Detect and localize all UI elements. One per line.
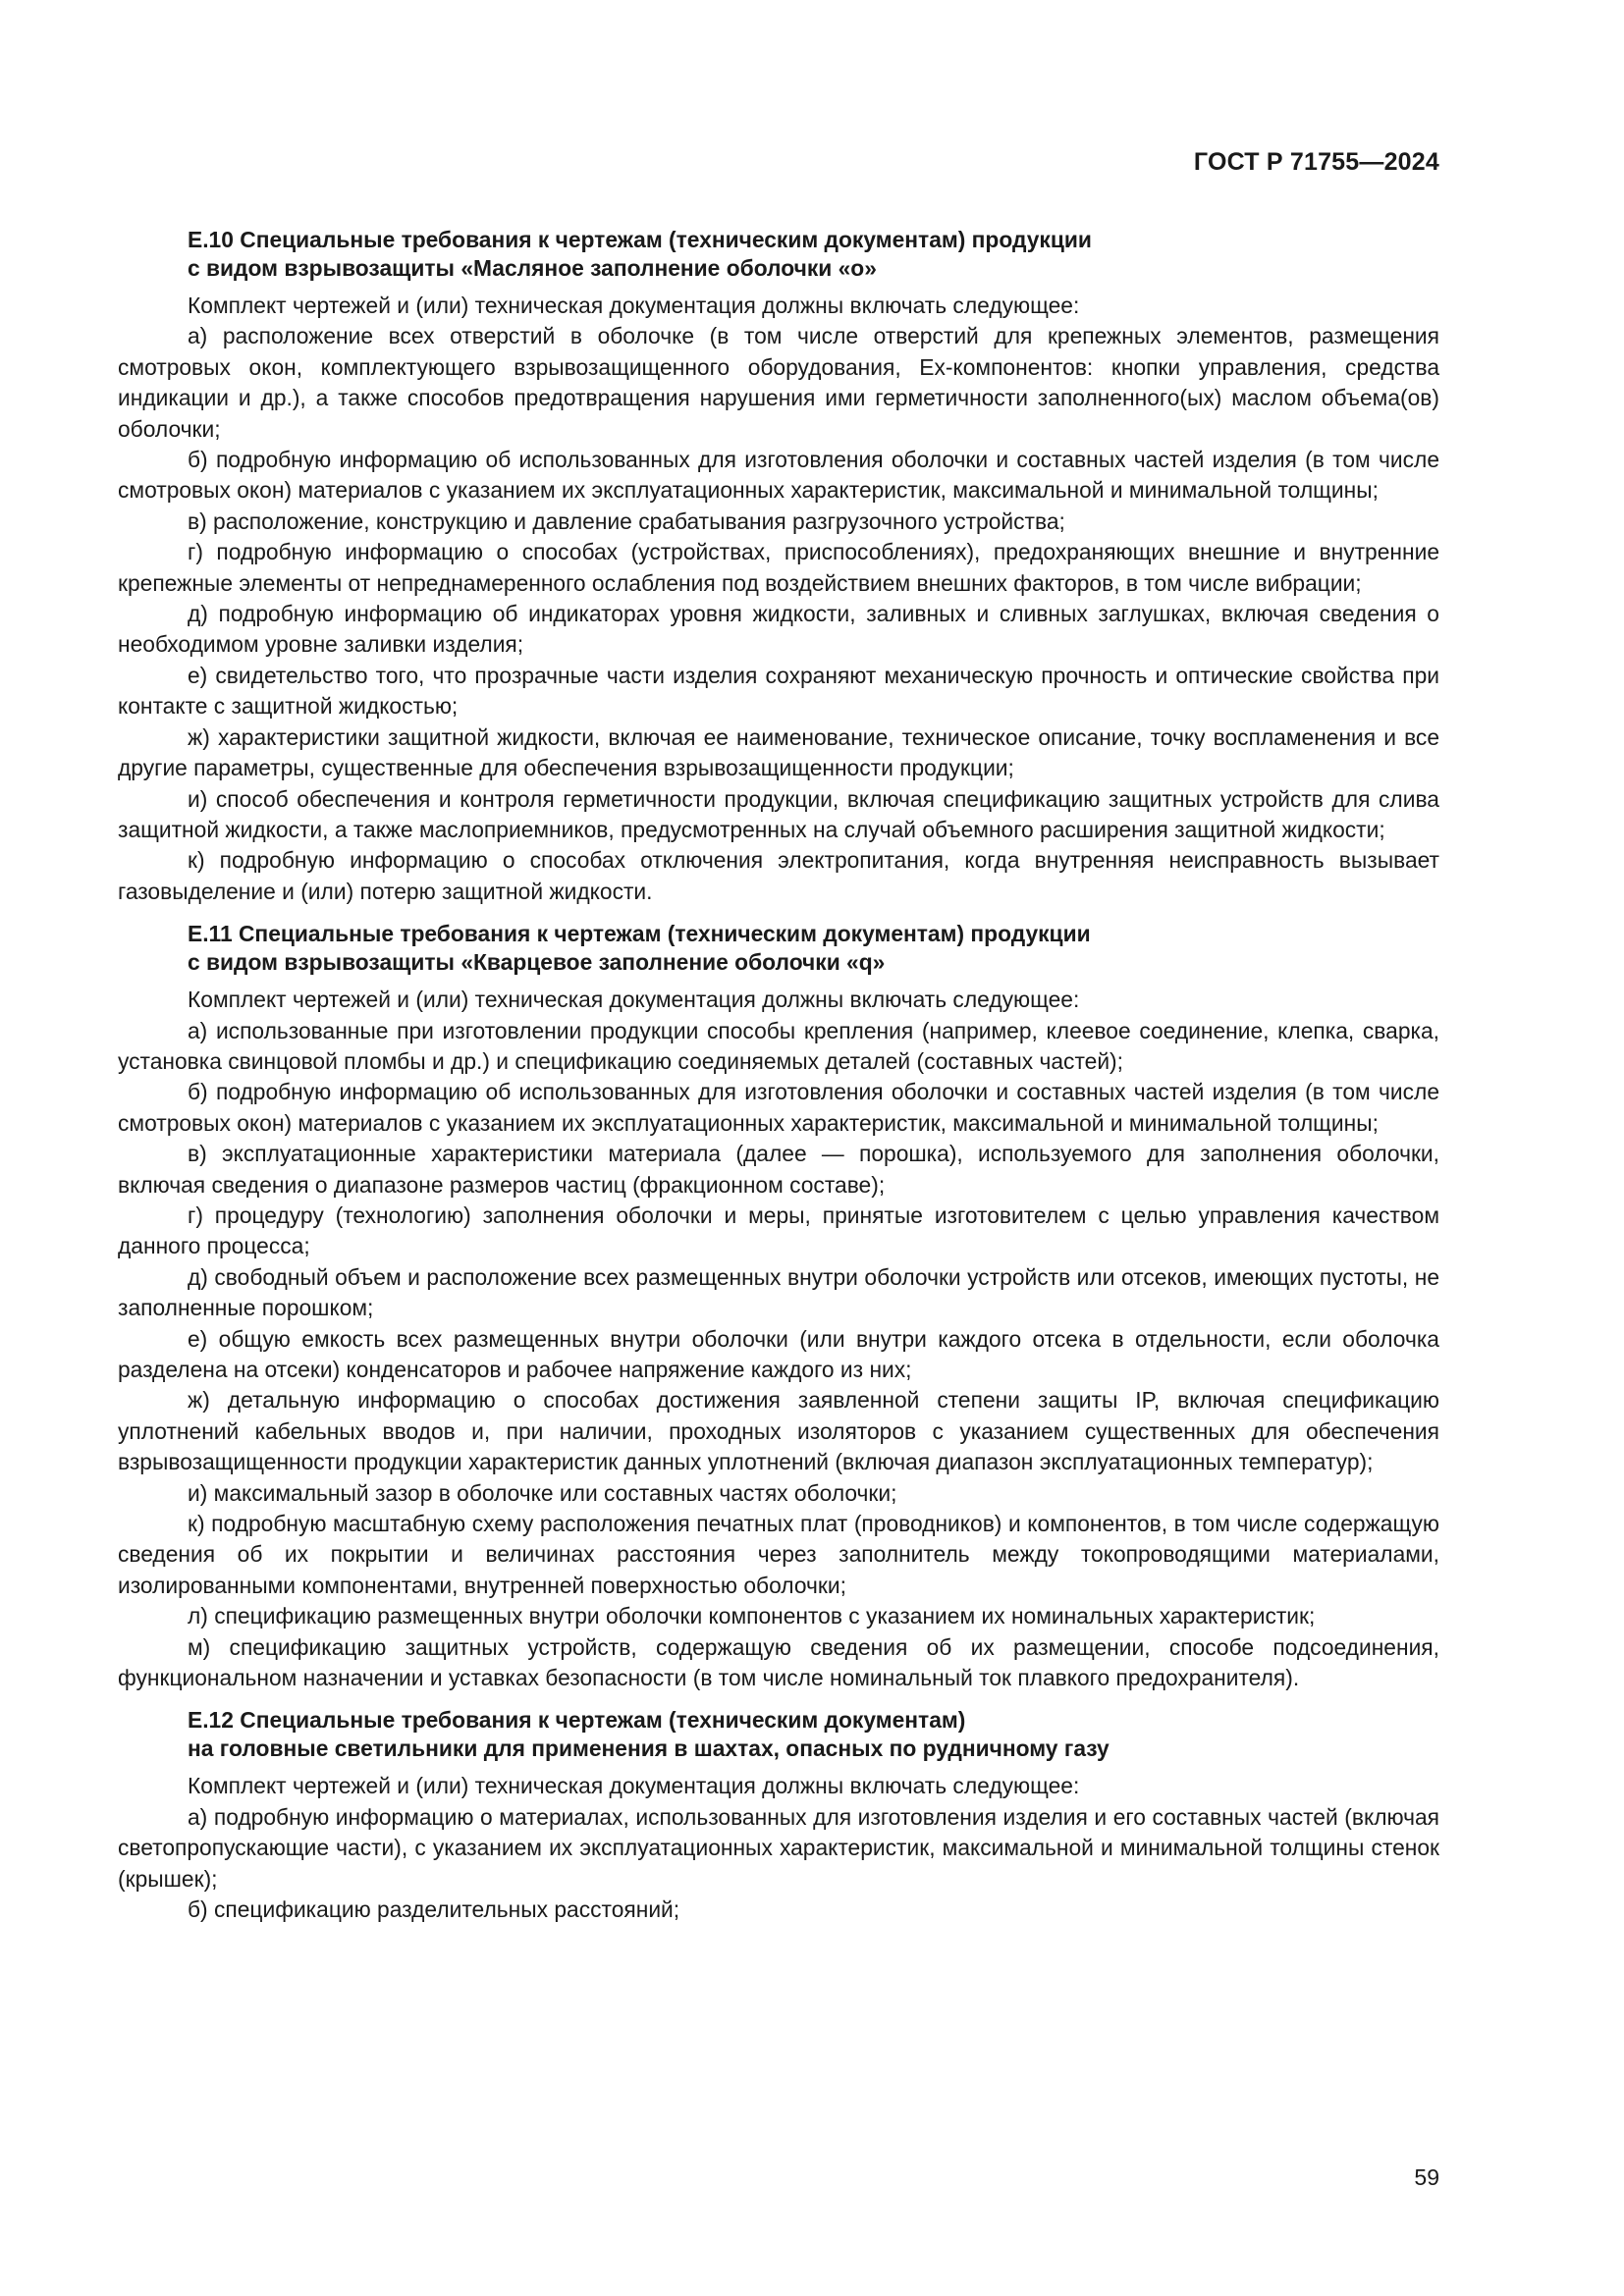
section-title-line: Е.12 Специальные требования к чертежам (техническим документам) [188,1707,966,1734]
intro-paragraph: Комплект чертежей и (или) техническая документация должны включать следующее: [188,293,1080,318]
intro-paragraph: Комплект чертежей и (или) техническая документация должны включать следующее: [188,1773,1080,1799]
list-item-b: б) спецификацию разделительных расстояний; [188,1896,680,1923]
list-item-m: м) спецификацию защитных устройств, содержащую сведения об их размещении, способе подсоединения, функциональном назначении и уставках безопасности (в том числе номинальный ток плавкого предохранителя). [118,1633,1439,1691]
list-item-g: г) подробную информацию о способах (устройствах, приспособлениях), предохраняющих внешние и внутренние крепежные элементы от непреднамеренного ослабления под воздействием внешних факторов, в том числе вибрации; [118,539,1439,596]
list-item-v: в) расположение, конструкцию и давление срабатывания разгрузочного устройства; [188,507,1065,534]
list-item-e: е) общую емкость всех размещенных внутри оболочки (или внутри каждого отсека в отдельности, если оболочка разделена на отсеки) конденсаторов и рабочее напряжение каждого из них; [118,1325,1439,1382]
section-title [118,920,1439,977]
list-item-zh: ж) детальную информацию о способах достижения заявленной степени защиты IP, включая спецификацию уплотнений кабельных вводов и, при наличии, проходных изоляторов с указанием существенных для обеспечения взрывозащищенности продукции характеристик данных уплотнений (включая диапазон эксплуатационных температур); [118,1387,1439,1475]
list-item-l: л) спецификацию размещенных внутри оболочки компонентов с указанием их номинальных характеристик; [188,1603,1316,1629]
section-title-line: с видом взрывозащиты «Масляное заполнение оболочки «o» [188,255,877,281]
list-item-i: и) максимальный зазор в оболочке или составных частях оболочки; [188,1479,897,1506]
section-e12 [118,1706,1439,1925]
list-item-zh: ж) характеристики защитной жидкости, включая ее наименование, техническое описание, точку воспламенения и все другие параметры, существенные для обеспечения взрывозащищенности продукции; [118,723,1439,781]
list-item-g: г) процедуру (технологию) заполнения оболочки и меры, принятые изготовителем с целью управления качеством данного процесса; [118,1201,1439,1259]
list-item-a: а) расположение всех отверстий в оболочке (в том числе отверстий для крепежных элементов, размещения смотровых окон, комплектующего взрывозащищенного оборудования, Ex-компонентов: кнопки управления, средства индикации и др.), а также способов предотвращения нарушения ими герметичности заполненного(ых) маслом объема(ов) оболочки; [118,323,1439,442]
intro-paragraph: Комплект чертежей и (или) техническая документация должны включать следующее: [188,987,1080,1013]
section-e11 [118,920,1439,1693]
list-item-e: е) свидетельство того, что прозрачные части изделия сохраняют механическую прочность и оптические свойства при контакте с защитной жидкостью; [118,662,1439,720]
list-item-v: в) эксплуатационные характеристики материала (далее — порошка), используемого для заполнения оболочки, включая сведения о диапазоне размеров частиц (фракционном составе); [118,1141,1439,1198]
list-item-k: к) подробную информацию о способах отключения электропитания, когда внутренняя неисправность вызывает газовыделение и (или) потерю защитной жидкости. [118,847,1439,904]
list-item-b: б) подробную информацию об использованных для изготовления оболочки и составных частей изделия (в том числе смотровых окон) материалов с указанием их эксплуатационных характеристик, максимальной и минимальной толщины; [118,447,1439,504]
list-item-k: к) подробную масштабную схему расположения печатных плат (проводников) и компонентов, в том числе содержащую сведения об их покрытии и величинах расстояния через заполнитель между токопроводящими материалами, изолированными компонентами, внутренней поверхностью оболочки; [118,1511,1439,1598]
section-title-line: Е.11 Специальные требования к чертежам (техническим документам) продукции [188,921,1091,947]
list-item-i: и) способ обеспечения и контроля герметичности продукции, включая спецификацию защитных устройств для слива защитной жидкости, а также маслоприемников, предусмотренных на случай объемного расширения защитной жидкости; [118,785,1439,842]
section-title-line: на головные светильники для применения в шахтах, опасных по рудничному газу [188,1735,1110,1762]
list-item-d: д) подробную информацию об индикаторах уровня жидкости, заливных и сливных заглушках, включая сведения о необходимом уровне заливки изделия; [118,601,1439,658]
list-item-a: а) использованные при изготовлении продукции способы крепления (например, клеевое соединение, клепка, сварка, установка свинцовой пломбы и др.) и спецификацию соединяемых деталей (составных частей); [118,1017,1439,1074]
section-e10 [118,226,1439,907]
document-code-header: ГОСТ Р 71755—2024 [1193,148,1439,176]
section-title [118,226,1439,283]
page-body [118,226,1439,1939]
list-item-b: б) подробную информацию об использованных для изготовления оболочки и составных частей изделия (в том числе смотровых окон) материалов с указанием их эксплуатационных характеристик, максимальной и минимальной толщины; [118,1079,1439,1136]
section-title [118,1706,1439,1763]
list-item-a: а) подробную информацию о материалах, использованных для изготовления изделия и его составных частей (включая светопропускающие части), с указанием их эксплуатационных характеристик, максимальной и минимальной толщины стенок (крышек); [118,1803,1439,1892]
page-number: 59 [1414,2164,1439,2190]
list-item-d: д) свободный объем и расположение всех размещенных внутри оболочки устройств или отсеков, имеющих пустоты, не заполненные порошком; [118,1263,1439,1321]
section-title-line: с видом взрывозащиты «Кварцевое заполнение оболочки «q» [188,949,886,976]
section-title-line: Е.10 Специальные требования к чертежам (техническим документам) продукции [188,227,1092,252]
